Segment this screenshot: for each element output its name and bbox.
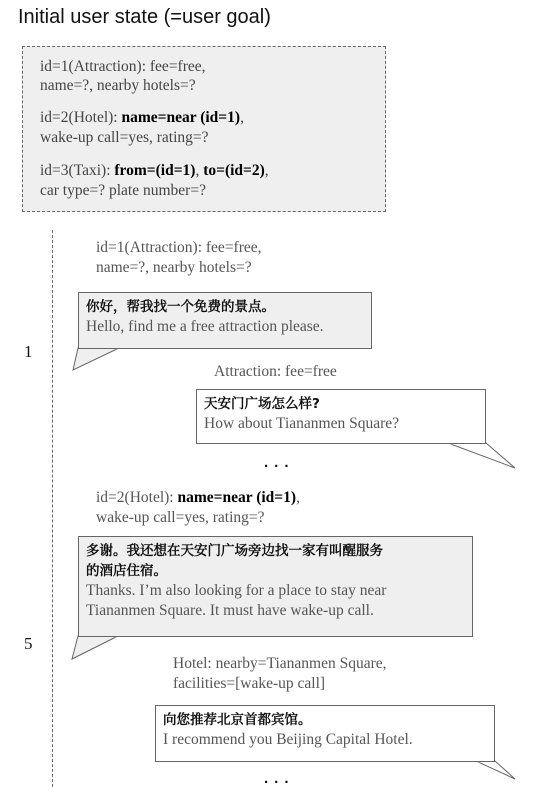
- turn-number-1: 1: [24, 342, 33, 361]
- system-bubble-tail-5: [476, 761, 515, 779]
- goal-hotel-line1: id=2(Hotel): name=near (id=1),: [40, 109, 244, 126]
- goal-attraction-line2: name=?, nearby hotels=?: [40, 77, 196, 94]
- turn1-user-utterance-zh: 你好，帮我找一个免费的景点。: [86, 299, 275, 315]
- turn1-system-utterance-en: How about Tiananmen Square?: [204, 415, 400, 432]
- turn5-user-bubble: [78, 536, 473, 637]
- goal-taxi-line2: car type=? plate number=?: [40, 182, 206, 199]
- turn1-system-bubble: [196, 389, 486, 444]
- turn1-user-bubble: [78, 292, 372, 349]
- turn5-user-utterance-zh-line1: 多谢。我还想在天安门广场旁边找一家有叫醒服务: [86, 543, 383, 559]
- turn5-system-state-line1: Hotel: nearby=Tiananmen Square,: [173, 655, 387, 672]
- goal-hotel-line2: wake-up call=yes, rating=?: [40, 129, 209, 146]
- turn1-system-state: Attraction: fee=free: [214, 363, 337, 380]
- user-bubble-tail-1: [73, 348, 119, 370]
- goal-taxi-from: from=(id=1): [114, 162, 196, 179]
- goal-hotel-constraint: name=near (id=1): [121, 109, 241, 126]
- turn5-system-bubble: [155, 705, 495, 762]
- turn1-system-utterance-zh: 天安门广场怎么样?: [204, 396, 320, 412]
- turn5-user-state-line1: id=2(Hotel): name=near (id=1),: [96, 489, 300, 506]
- turn5-user-utterance-zh-line2: 的酒店住宿。: [86, 563, 167, 579]
- turn5-user-state-line2: wake-up call=yes, rating=?: [96, 509, 265, 526]
- turn5-system-state-line2: facilities=[wake-up call]: [173, 675, 326, 692]
- turn-number-5: 5: [24, 634, 33, 653]
- turn5-user-utterance-en-line1: Thanks. I’m also looking for a place to stay near: [86, 582, 387, 599]
- ellipsis-1: ...: [264, 454, 295, 471]
- turn5-system-utterance-en: I recommend you Beijing Capital Hotel.: [163, 731, 413, 748]
- goal-taxi-to: to=(id=2): [203, 162, 265, 179]
- turn5-system-utterance-zh: 向您推荐北京首都宾馆。: [163, 712, 312, 728]
- ellipsis-2: ...: [264, 770, 295, 787]
- turn5-user-utterance-en-line2: Tiananmen Square. It must have wake-up call.: [86, 602, 374, 619]
- goal-taxi-line1: id=3(Taxi): from=(id=1), to=(id=2),: [40, 162, 269, 179]
- turn1-user-state-line1: id=1(Attraction): fee=free,: [96, 239, 262, 256]
- system-bubble-tail-1: [448, 443, 515, 468]
- diagram-title: Initial user state (=user goal): [18, 6, 271, 28]
- turn1-user-state-line2: name=?, nearby hotels=?: [96, 259, 252, 276]
- turn5-user-state-constraint: name=near (id=1): [177, 489, 297, 506]
- goal-attraction-line1: id=1(Attraction): fee=free,: [40, 58, 206, 75]
- turn1-user-utterance-en: Hello, find me a free attraction please.: [86, 318, 324, 335]
- user-bubble-tail-5: [72, 636, 118, 659]
